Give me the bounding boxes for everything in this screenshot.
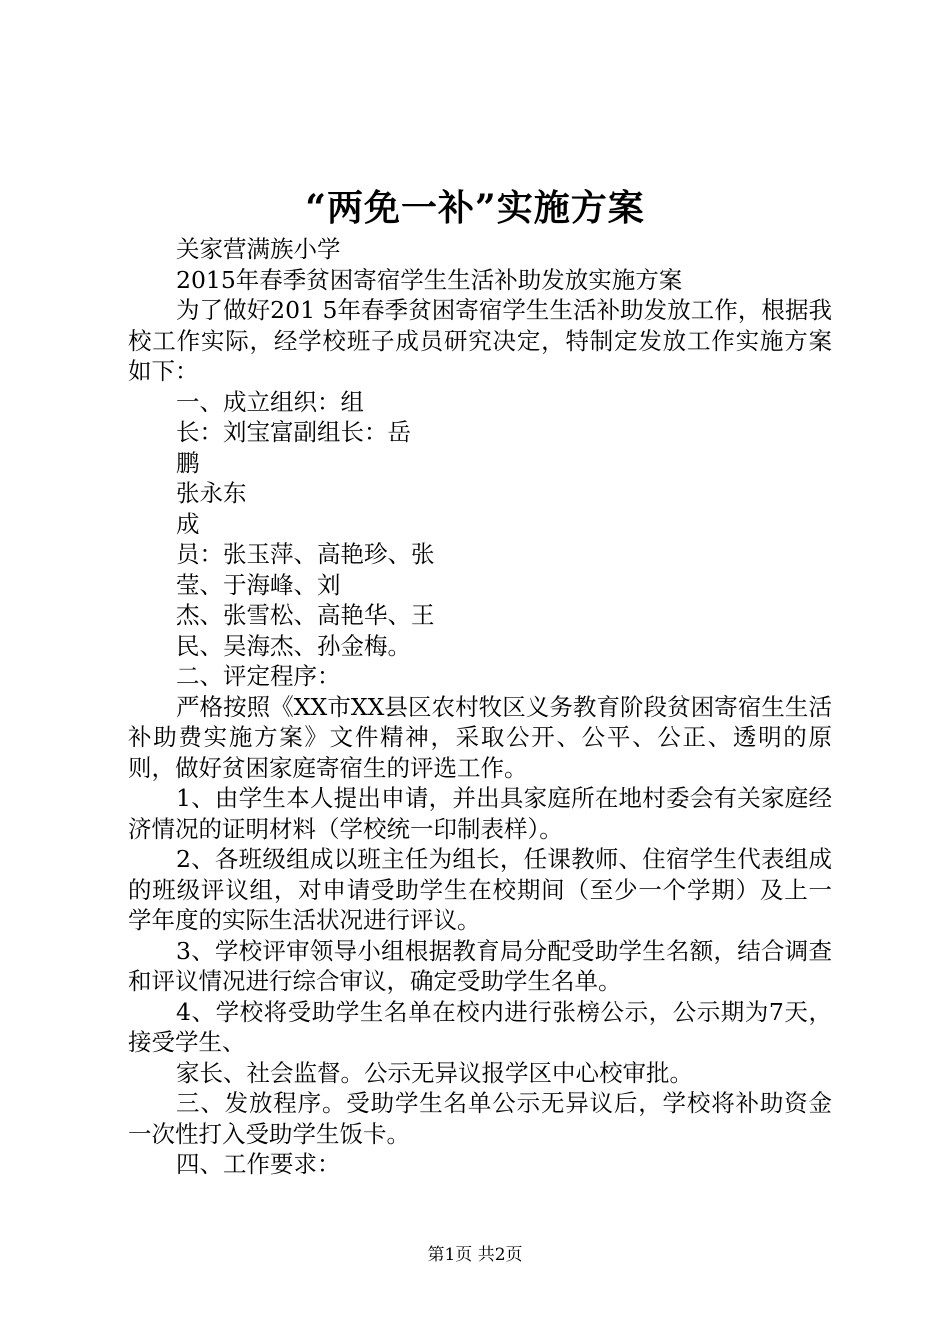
paragraph: 2、各班级组成以班主任为组长，任课教师、住宿学生代表组成的班级评议组，对申请受助学生在校期间（至少一个学期）及上一学年度的实际生活状况进行评议。 — [128, 845, 832, 934]
section-heading-3: 三、发放程序。受助学生名单公示无异议后，学校将补助资金一次性打入受助学生饭卡。 — [128, 1089, 832, 1148]
page-number: 第1页 共2页 — [427, 1245, 523, 1265]
plan-subtitle: 2015年春季贫困寄宿学生生活补助发放实施方案 — [176, 265, 683, 294]
org-line: 员：张玉萍、高艳珍、张 — [176, 540, 435, 568]
school-name: 关家营满族小学 — [176, 235, 341, 263]
document-title: “两免一补”实施方案 — [305, 187, 645, 229]
paragraph: 家长、社会监督。公示无异议报学区中心校审批。 — [176, 1058, 693, 1087]
paragraph: 严格按照《XX市XX县区农村牧区义务教育阶段贫困寄宿生生活补助费实施方案》文件精神，采取公开、公平、公正、透明的原则，做好贫困家庭寄宿生的评选工作。 — [128, 692, 832, 782]
section-heading-1: 一、成立组织：组 — [176, 387, 364, 416]
org-line: 杰、张雪松、高艳华、王 — [176, 601, 435, 629]
org-line: 鹏 — [176, 448, 200, 477]
paragraph: 3、学校评审领导小组根据教育局分配受助学生名额，结合调查和评议情况进行综合审议，确定受助学生名单。 — [128, 936, 832, 995]
org-line: 民、吴海杰、孙金梅。 — [176, 631, 411, 660]
org-line: 莹、于海峰、刘 — [176, 570, 341, 599]
document-body — [128, 234, 832, 1180]
org-line: 成 — [176, 509, 200, 538]
intro-paragraph: 为了做好201 5年春季贫困寄宿学生生活补助发放工作，根据我校工作实际，经学校班子成员研究决定，特制定发放工作实施方案如下： — [128, 296, 832, 385]
org-line: 张永东 — [176, 479, 247, 507]
org-line: 长：刘宝富副组长：岳 — [176, 418, 411, 446]
paragraph: 1、由学生本人提出申请，并出具家庭所在地村委会有关家庭经济情况的证明材料（学校统一印制表样）。 — [128, 784, 832, 843]
section-heading-4: 四、工作要求： — [176, 1150, 341, 1178]
paragraph: 4、学校将受助学生名单在校内进行张榜公示，公示期为7天，接受学生、 — [128, 997, 832, 1056]
section-heading-2: 二、评定程序： — [176, 662, 341, 690]
